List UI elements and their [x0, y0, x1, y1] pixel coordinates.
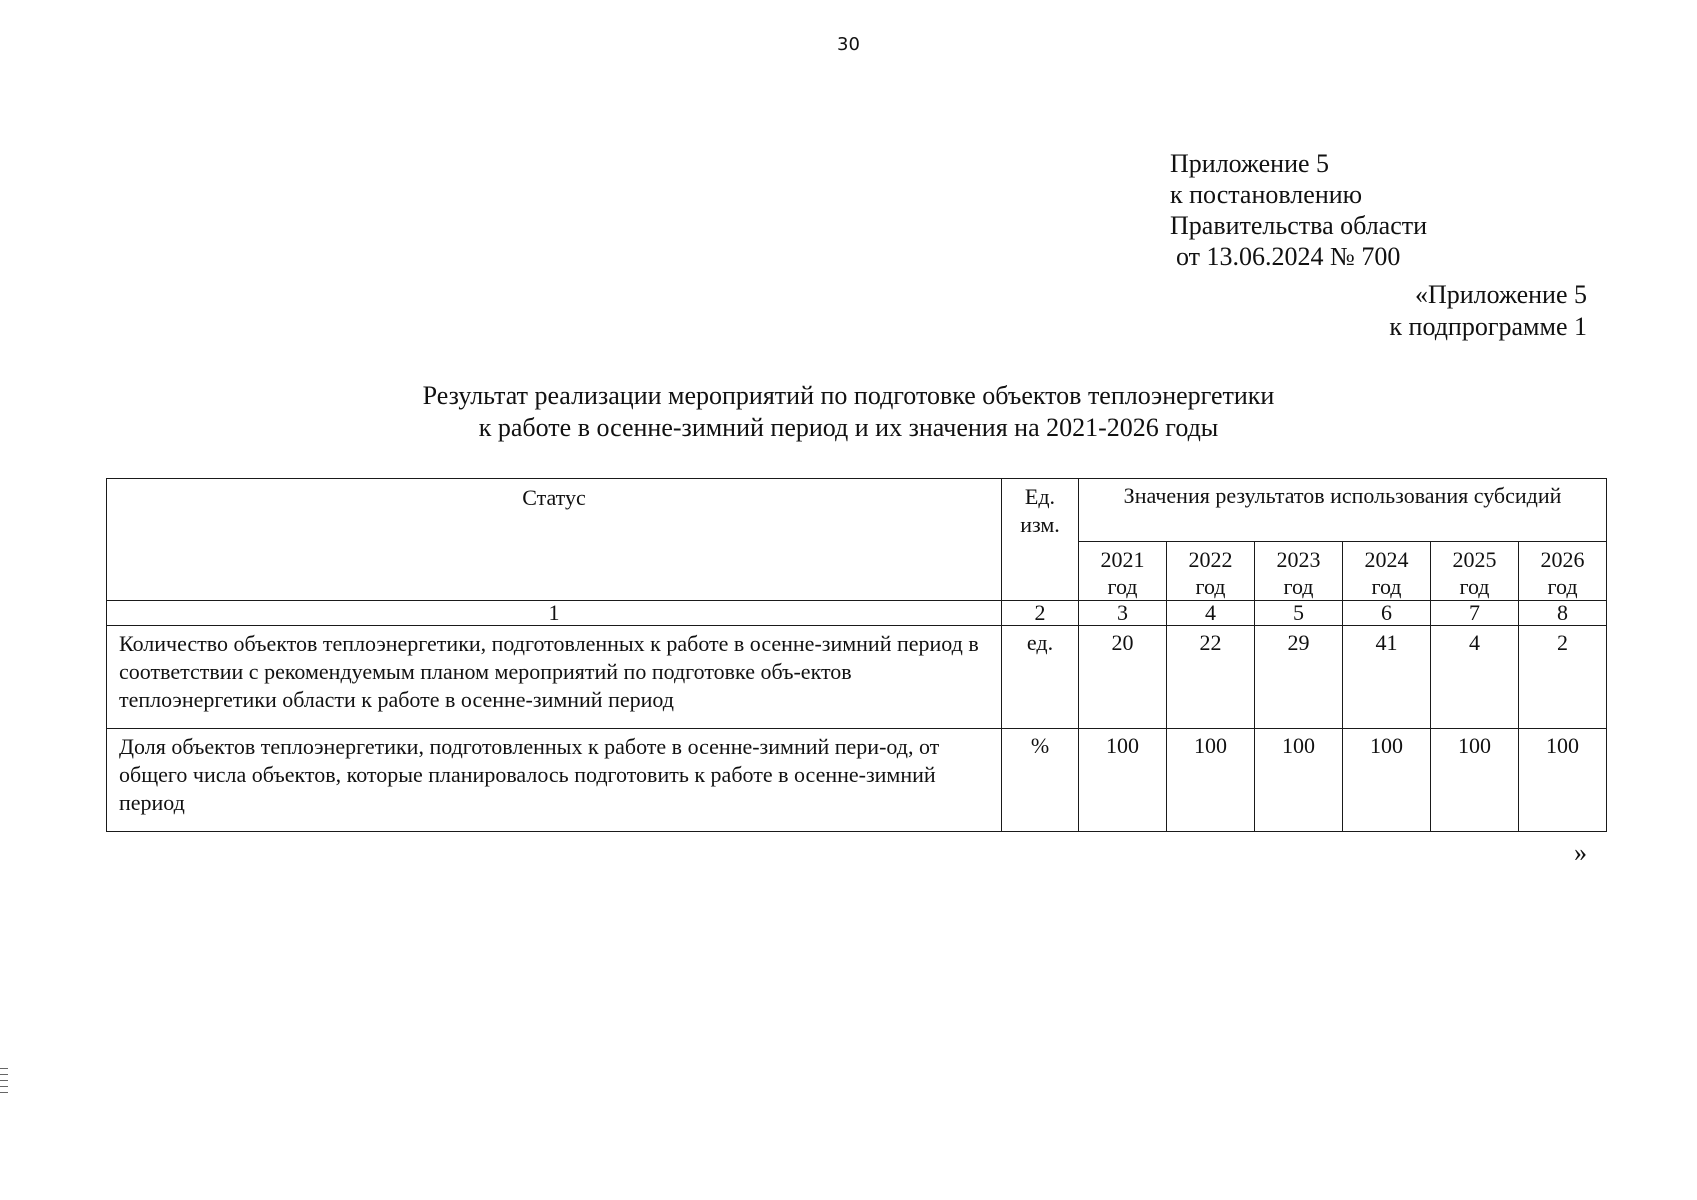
table-row — [107, 729, 1607, 832]
year-header: 2026 год — [1519, 542, 1607, 601]
unit-cell: % — [1002, 729, 1079, 832]
appendix-reference — [1170, 148, 1427, 272]
value-cell: 2 — [1519, 626, 1607, 729]
year-header: 2022 год — [1167, 542, 1255, 601]
column-number: 6 — [1343, 601, 1431, 626]
value-cell: 22 — [1167, 626, 1255, 729]
appendix-line: Приложение 5 — [1170, 149, 1330, 178]
unit-header — [1002, 479, 1079, 601]
value-cell: 100 — [1519, 729, 1607, 832]
closing-quote: » — [1574, 838, 1587, 867]
value-cell: 100 — [1431, 729, 1519, 832]
column-number: 8 — [1519, 601, 1607, 626]
column-number: 3 — [1079, 601, 1167, 626]
unit-cell: ед. — [1002, 626, 1079, 729]
value-cell: 100 — [1255, 729, 1343, 832]
status-cell: Доля объектов теплоэнергетики, подготовленных к работе в осенне-зимний пери-од, от общего числа объектов, которые планировалось подготовить к работе в осенне-зимний период — [107, 729, 1002, 832]
year-header: 2024 год — [1343, 542, 1431, 601]
year-header: 2025 год — [1431, 542, 1519, 601]
subprogram-line: «Приложение 5 — [1414, 280, 1587, 309]
column-number: 5 — [1255, 601, 1343, 626]
column-number: 7 — [1431, 601, 1519, 626]
unit-header-line: Ед. — [1024, 484, 1056, 509]
value-cell: 20 — [1079, 626, 1167, 729]
value-cell: 100 — [1343, 729, 1431, 832]
page-number: 30 — [837, 34, 860, 55]
column-number: 1 — [107, 601, 1002, 626]
table-row — [107, 626, 1607, 729]
title-line: к работе в осенне-зимний период и их значения на 2021-2026 годы — [478, 413, 1219, 442]
results-table — [106, 478, 1607, 832]
value-cell: 41 — [1343, 626, 1431, 729]
year-header: 2023 год — [1255, 542, 1343, 601]
appendix-line: Правительства области — [1170, 211, 1428, 240]
scan-margin-marks — [0, 1068, 8, 1098]
value-cell: 100 — [1167, 729, 1255, 832]
column-numbers-row — [107, 601, 1607, 626]
year-header: 2021 год — [1079, 542, 1167, 601]
values-header: Значения результатов использования субсидий — [1079, 479, 1607, 542]
subprogram-reference — [1389, 279, 1587, 343]
document-title — [0, 380, 1697, 444]
appendix-line: к постановлению — [1170, 180, 1363, 209]
title-line: Результат реализации мероприятий по подготовке объектов теплоэнергетики — [422, 381, 1275, 410]
subprogram-line: к подпрограмме 1 — [1389, 312, 1587, 341]
value-cell: 4 — [1431, 626, 1519, 729]
column-number: 2 — [1002, 601, 1079, 626]
status-cell: Количество объектов теплоэнергетики, подготовленных к работе в осенне-зимний период в соответствии с рекомендуемым планом мероприятий по подготовке объ-ектов теплоэнергетики области к работе в осенне-зимний период — [107, 626, 1002, 729]
status-header: Статус — [107, 479, 1002, 601]
appendix-date-number: от 13.06.2024 № 700 — [1176, 242, 1401, 271]
unit-header-line: изм. — [1020, 512, 1060, 537]
column-number: 4 — [1167, 601, 1255, 626]
value-cell: 29 — [1255, 626, 1343, 729]
value-cell: 100 — [1079, 729, 1167, 832]
